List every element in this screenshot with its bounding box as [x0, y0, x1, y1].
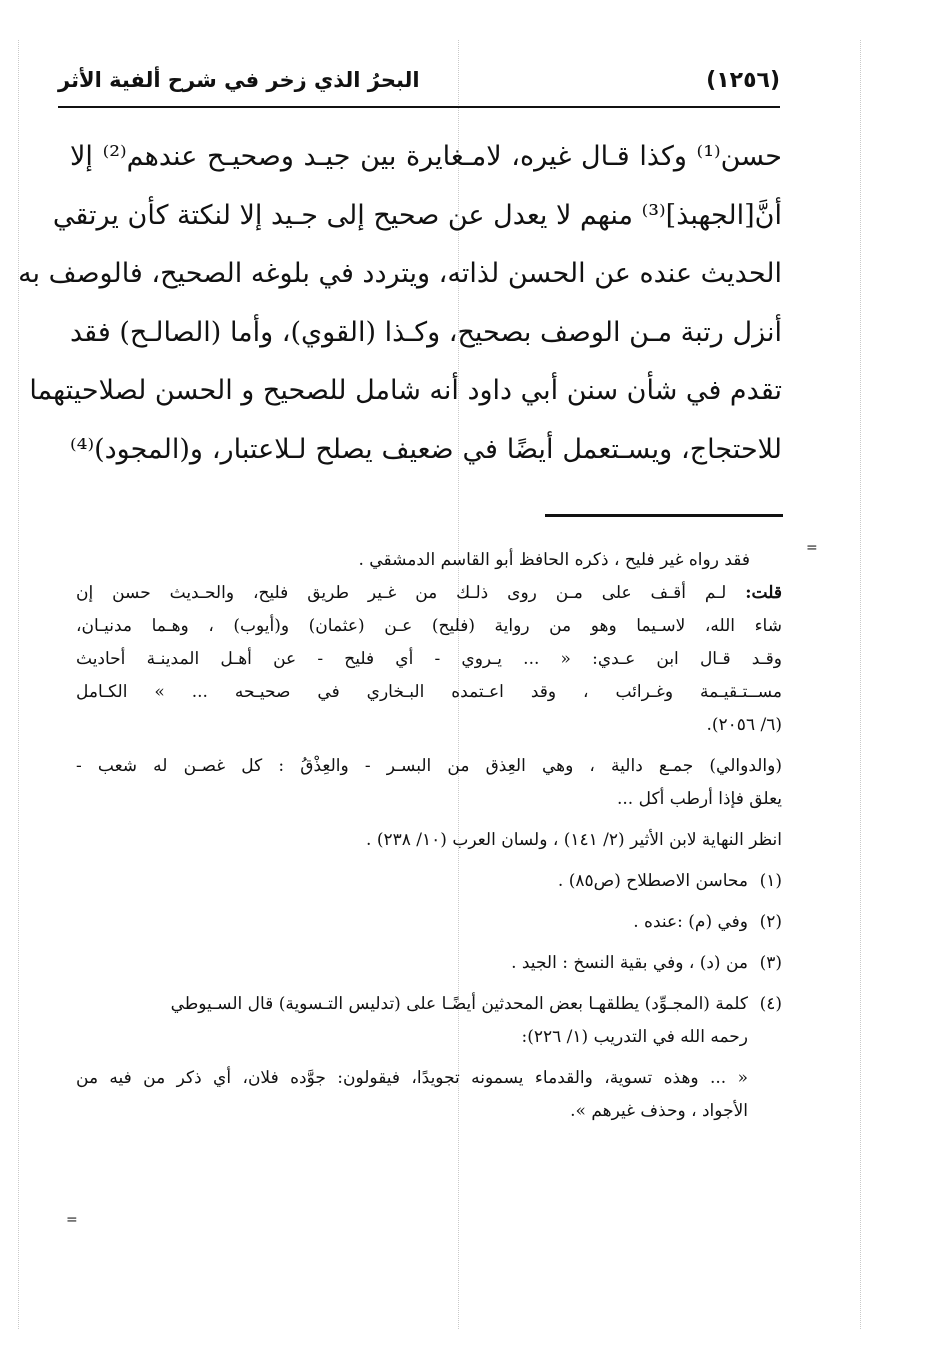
footnote-separator	[545, 514, 783, 517]
footnote-line: (٦/ ٢٠٥٦).	[706, 715, 782, 735]
footnote-text: كلمة (المجـوِّد) يطلقهـا بعض المحدثين أيضًـا على (تدليس التـسوية) قال السـيوطي	[170, 994, 748, 1014]
footnote-line: (والدوالي) جمـع دالية ، وهي العِذق من البسـر - والعِذْقُ : كل غصـن له شعب -	[76, 756, 782, 776]
footnote-number: (٣)	[759, 953, 782, 973]
running-title: البحرُ الذي زخر في شرح ألفية الأثر	[58, 68, 420, 92]
margin-mark: =	[66, 1212, 78, 1228]
scan-guide-line	[860, 40, 861, 1329]
footnote-number: (٢)	[759, 912, 782, 932]
qultu-label: قلت:	[745, 583, 782, 603]
footnote-line: وقـد قـال ابن عـدي: « ... يـروي - أي فليح - عن أهـل المدينـة أحاديث	[76, 649, 782, 669]
footnote-line-text: لـم أقـف على مـن روى ذلـك من غـير طريق فليح، والحـديث حسن إن	[76, 583, 746, 603]
footnote-2	[76, 906, 782, 939]
scan-guide-line	[18, 40, 19, 1329]
footnote-text: من (د) ، وفي بقية النسخ : الجيد .	[511, 953, 748, 973]
body-line: الحديث عنده عن الحسن لذاته، ويتردد في بلوغه الصحيح، فالوصف به	[18, 258, 782, 289]
body-line: أنَّ[الجهبذ]⁽³⁾ منهم لا يعدل عن صحيح إلى جـيد إلا لنكتة كأن يرتقي	[52, 199, 782, 231]
footnote-4	[76, 988, 782, 1021]
footnote-line	[76, 577, 782, 610]
body-line: أنزل رتبة مـن الوصف بصحيح، وكـذا (القوي)، وأما (الصالـح) فقد	[70, 316, 782, 348]
footnote-line: مســتـقيـمة وغـرائب ، وقد اعـتمده البـخاري في صحيـحه ... » الكـامل	[76, 682, 782, 702]
footnote-number: (١)	[759, 871, 782, 891]
footnote-line: رحمه الله في التدريب (١/ ٢٢٦):	[521, 1027, 748, 1047]
footnotes-section	[76, 544, 782, 1128]
footnote-line: « ... وهذه تسوية، والقدماء يسمونه تجويدًا، فيقولون: جوَّده فلان، أي ذكر من فيه من	[76, 1068, 748, 1088]
page-number: (١٢٥٦)	[706, 68, 780, 93]
body-line: للاحتجاج، ويسـتعمل أيضًا في ضعيف يصلح لـلاعتبار، و(المجود)⁽⁴⁾	[70, 433, 782, 465]
footnote-text: وفي (م) :عنده .	[633, 912, 748, 932]
footnote-1	[76, 865, 782, 898]
footnote-3	[76, 947, 782, 980]
body-line: حسن⁽¹⁾ وكذا قـال غيره، لامـغايرة بين جيـد وصحيـح عندهم⁽²⁾ إلا	[70, 141, 782, 172]
footnote-line: شاء الله، لاسـيما وهو من رواية (فليح) عـن (عثمان) و(أيوب) ، وهـما مدنيـان،	[76, 616, 782, 636]
page-header	[58, 62, 780, 108]
footnote-number: (٤)	[759, 994, 782, 1014]
footnote-line: انظر النهاية لابن الأثير (٢/ ١٤١) ، ولسان العرب (١٠/ ٢٣٨) .	[366, 830, 782, 850]
margin-mark: =	[806, 540, 818, 556]
footnote-text: محاسن الاصطلاح (ص٨٥) .	[557, 871, 748, 891]
main-body-text	[18, 128, 782, 479]
footnote-line: فقد رواه غير فليح ، ذكره الحافظ أبو القاسم الدمشقي .	[358, 550, 750, 570]
footnote-line: يعلق فإذا أرطب أكل ...	[616, 789, 782, 809]
body-line: تقدم في شأن سنن أبي داود أنه شامل للصحيح و الحسن لصلاحيتهما	[29, 375, 782, 406]
footnote-line: الأجواد ، وحذف غيرهم ».	[570, 1101, 748, 1121]
